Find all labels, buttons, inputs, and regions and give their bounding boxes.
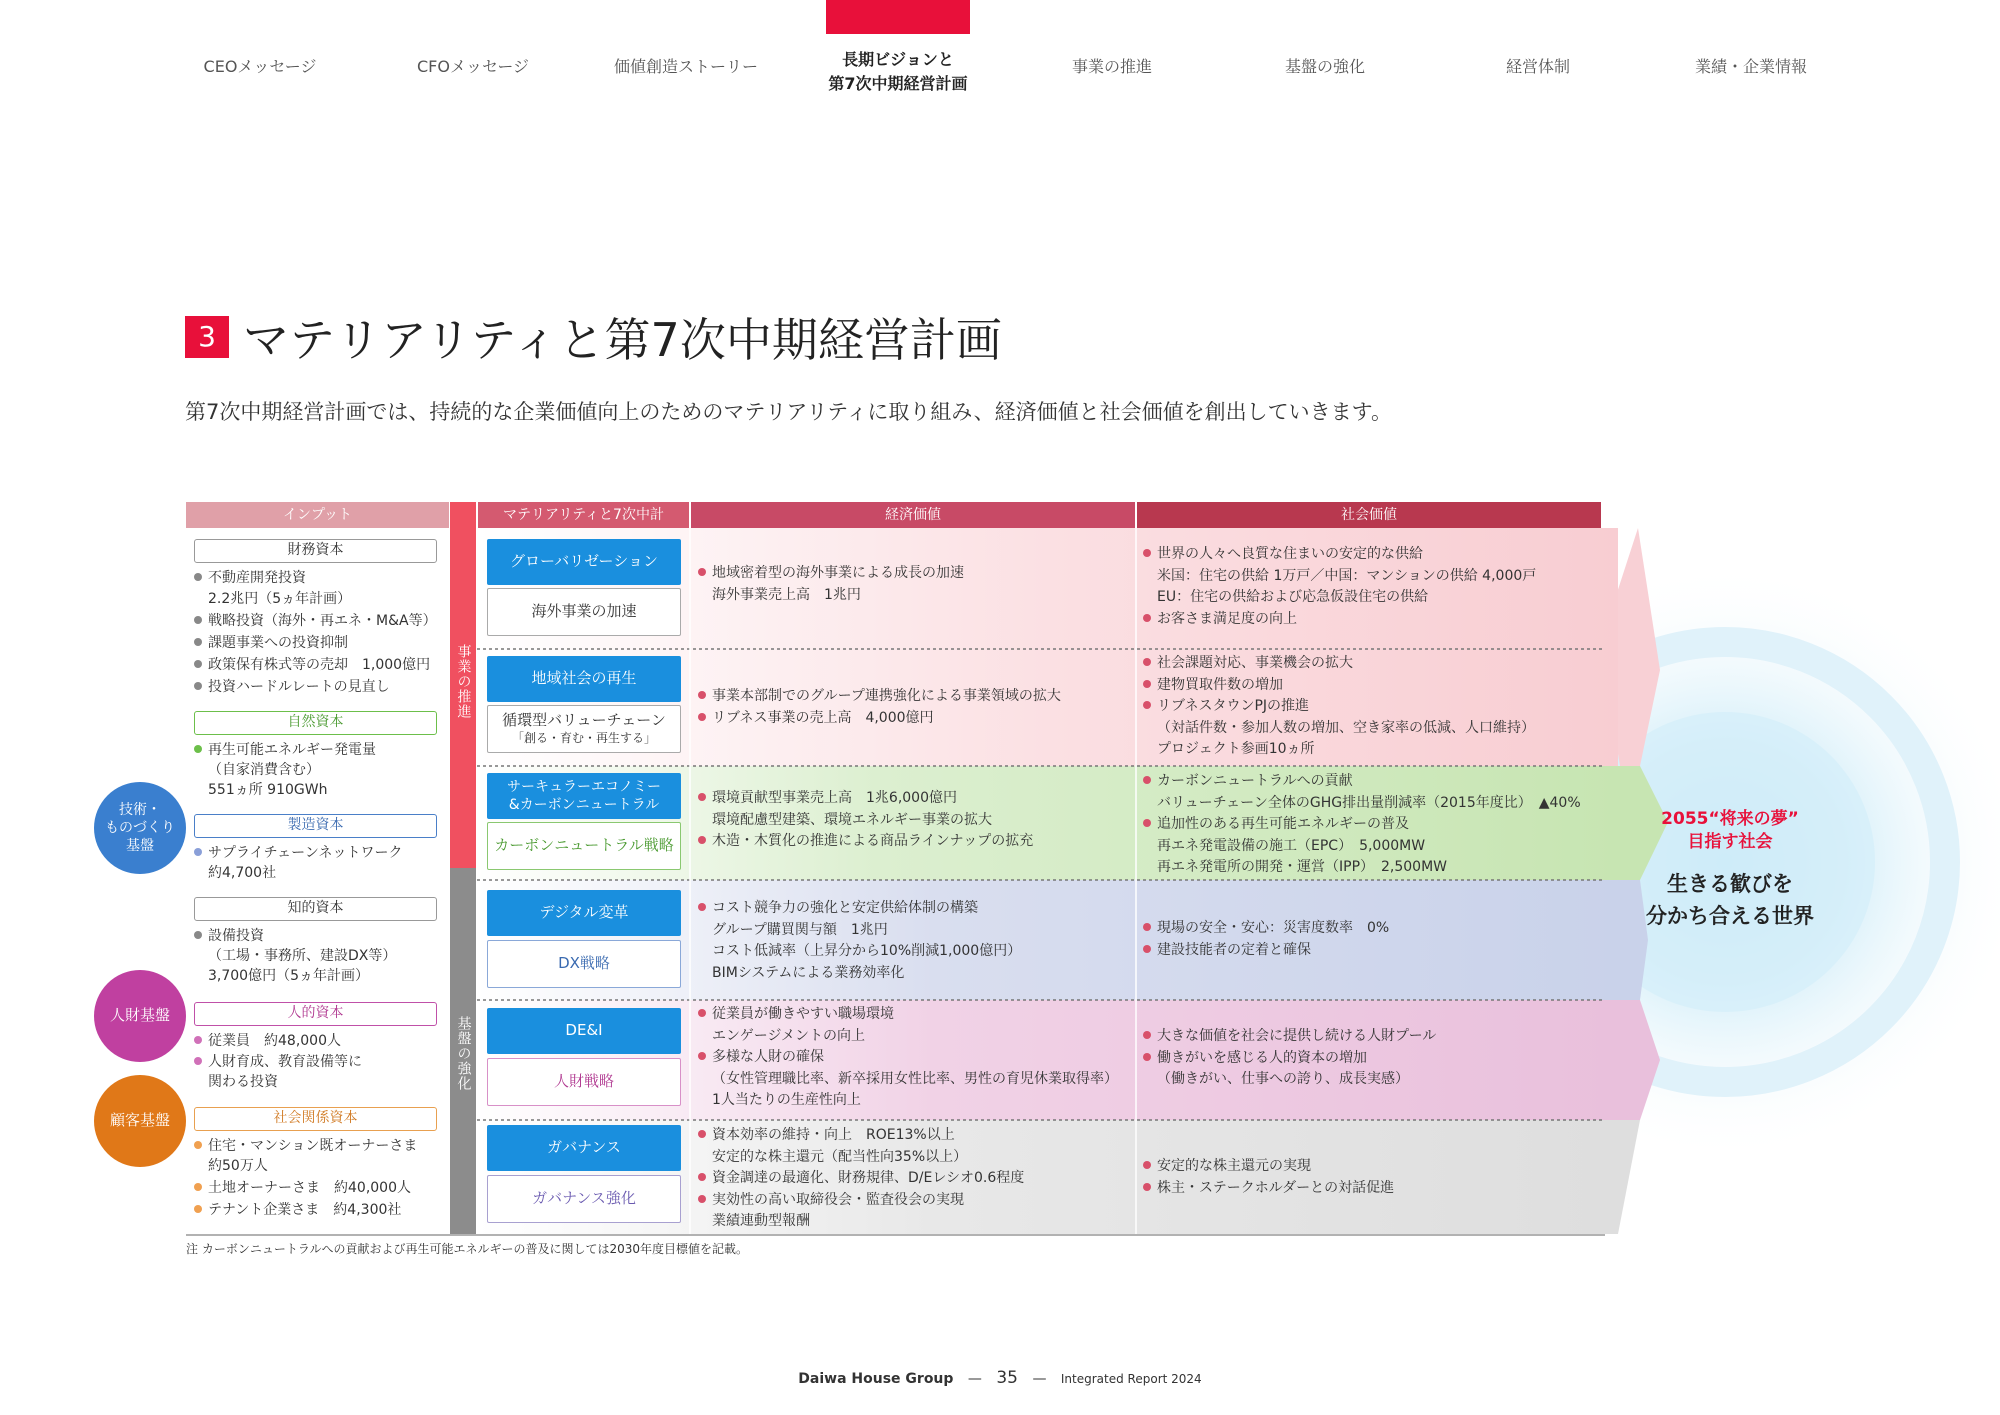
footer-dash: — [1032,1371,1047,1387]
bullet [1143,680,1151,688]
input-text: 住宅・マンション既オーナーさま [208,1138,418,1154]
value-line: 資本効率の維持・向上 ROE13%以上 [698,1125,1024,1147]
bullet [698,836,706,844]
bullet [194,682,202,690]
bullet [1143,614,1151,622]
value-line: バリューチェーン全体のGHG排出量削減率（2015年度比） ▲40% [1157,794,1581,811]
bullet [1143,1031,1151,1039]
value-line: 再エネ発電設備の施工（EPC） 5,000MW [1157,837,1426,854]
input-item [194,611,437,632]
section-number: 3 [185,316,229,358]
vbar-business-label: 事業の推進 [455,644,472,719]
value-line: 実効性の高い取締役会・監査役会の実現 [698,1190,1024,1212]
social-cell [1143,771,1581,879]
value-line: 従業員が働きやすい職場環境 [698,1004,1118,1026]
input-item: 2.2兆円（5ヵ年計画） [208,591,352,607]
bullet [1143,1161,1151,1169]
value-line: 多様な人財の確保 [698,1047,1118,1069]
value-line: BIMシステムによる業務効率化 [712,964,905,981]
input-item [194,740,376,761]
input-text: 設備投資 [208,928,264,944]
bullet [698,1052,706,1060]
materiality-governance: ガバナンス [487,1125,681,1171]
capital-label-human: 人的資本 [194,1002,437,1026]
value-line: 安定的な株主還元の実現 [1143,1156,1394,1178]
economic-cell [698,898,1021,984]
foundation-circle-tech: 技術・ ものづくり 基盤 [94,782,186,874]
capital-label-social: 社会関係資本 [194,1107,437,1131]
value-line: （女性管理職比率、新卒採用女性比率、男性の育児休業取得率） [712,1070,1118,1087]
footer-brand: Daiwa House Group [798,1371,954,1387]
input-text: 土地オーナーさま 約40,000人 [208,1180,411,1196]
input-item: （工場・事務所、建設DX等） [208,948,397,964]
input-item [194,1052,362,1073]
bullet [194,616,202,624]
input-text: 不動産開発投資 [208,570,306,586]
page-footer [0,1368,2000,1388]
social-cell [1143,1156,1394,1199]
input-item [194,1136,417,1157]
value-line: カーボンニュートラルへの貢献 [1143,771,1581,793]
input-text: 従業員 約48,000人 [208,1033,341,1049]
input-item: （自家消費含む） [208,762,320,778]
value-line: （働きがい、仕事への誇り、成長実感） [1157,1071,1409,1087]
plan-overseas-acceleration [487,588,681,636]
plan-label: 人財戦略 [553,1072,614,1091]
capital-label-natural: 自然資本 [194,711,437,735]
bullet [1143,1053,1151,1061]
goal-society-label: 生きる歓びを 分かち合える世界 [1646,872,1814,928]
bullet [194,931,202,939]
input-item [194,633,348,654]
value-line: （対話件数・参加人数の増加、空き家率の低減、人口維持） [1157,719,1535,736]
value-line: 社会課題対応、事業機会の拡大 [1143,653,1535,675]
bullet [698,713,706,721]
bullet [1143,776,1151,784]
value-line: 事業本部制でのグループ連携強化による事業領域の拡大 [698,686,1061,708]
foundation-circle-customer: 顧客基盤 [94,1075,186,1167]
bullet [1143,945,1151,953]
value-line: 大きな価値を社会に提供し続ける人財プール [1143,1026,1436,1048]
input-item: 約4,700社 [208,865,277,881]
plan-sublabel: 「創る・育む・再生する」 [511,730,656,745]
bullet [194,660,202,668]
economic-cell [698,1125,1024,1233]
input-item: 551ヵ所 910GWh [208,782,328,798]
plan-governance-enhancement [487,1175,681,1223]
value-line: 世界の人々へ良質な住まいの安定的な供給 [1143,544,1536,566]
social-cell [1143,918,1389,961]
footer-dash: — [967,1371,982,1387]
value-line: コスト低減率（上昇分から10%削減1,000億円） [712,943,1022,959]
input-item [194,1178,411,1199]
page-title: マテリアリティと第7次中期経営計画 [243,313,1002,367]
header-social: 社会価値 [1137,502,1601,528]
value-line: 現場の安全・安心：災害度数率 0% [1143,918,1389,940]
input-text: 人財育成、教育設備等に [208,1054,362,1070]
bullet [194,1036,202,1044]
value-line: 資金調達の最適化、財務規律、D/Eレシオ0.6程度 [698,1168,1024,1190]
input-item: 約50万人 [208,1158,268,1174]
materiality-globalization: グローバリゼーション [487,539,681,585]
bullet [698,1009,706,1017]
bullet [194,848,202,856]
value-line: 再エネ発電所の開発・運営（IPP） 2,500MW [1157,859,1448,875]
bullet [698,1195,706,1203]
capital-label-manufactured: 製造資本 [194,814,437,838]
value-line: プロジェクト参画10ヵ所 [1157,741,1315,757]
bullet [194,573,202,581]
header-input: インプット [186,502,449,528]
bullet [194,1183,202,1191]
plan-carbon-neutral-strategy [487,822,681,870]
value-line: 株主・ステークホルダーとの対話促進 [1143,1178,1394,1200]
bullet [698,568,706,576]
input-item [194,843,402,864]
input-item: 関わる投資 [208,1074,278,1090]
value-line: 環境配慮型建築、環境エネルギー事業の拡大 [712,811,992,828]
value-line: リブネスタウンPJの推進 [1143,696,1535,718]
value-line: 追加性のある再生可能エネルギーの普及 [1143,814,1581,836]
bullet [698,1173,706,1181]
value-line: 地域密着型の海外事業による成長の加速 [698,563,964,585]
value-line: 安定的な株主還元（配当性向35%以上） [712,1148,968,1165]
bullet [194,1205,202,1213]
materiality-regional-revitalization: 地域社会の再生 [487,656,681,702]
input-item [194,1200,401,1221]
plan-label: 循環型バリューチェーン [502,711,666,730]
bullet [194,1057,202,1065]
plan-circular-value-chain [487,705,681,753]
input-text: 政策保有株式等の売却 1,000億円 [208,657,431,673]
vbar-business-promotion [450,502,476,868]
bullet [1143,1183,1151,1191]
input-text: 投資ハードルレートの見直し [208,679,390,695]
value-line: コスト競争力の強化と安定供給体制の構築 [698,898,1021,920]
input-item [194,1031,341,1052]
economic-cell [698,563,964,606]
materiality-digital-transformation: デジタル変革 [487,890,681,936]
bullet [1143,549,1151,557]
input-item [194,677,390,698]
plan-label: DX戦略 [558,954,610,973]
nav-management-structure[interactable]: 経営体制 [1505,57,1570,76]
value-line: 業績連動型報酬 [712,1213,810,1229]
vbar-foundation [450,868,476,1234]
value-line: 木造・木質化の推進による商品ラインナップの拡充 [698,831,1033,853]
nav-cfo-message[interactable]: CFOメッセージ [416,57,529,76]
nav-foundation-strengthening[interactable]: 基盤の強化 [1284,57,1365,76]
goal-year-label: 2055“将来の夢” 目指す社会 [1661,809,1799,852]
input-item [194,655,430,676]
header-materiality: マテリアリティと7次中計 [478,502,689,528]
bullet [698,1130,706,1138]
economic-cell [698,788,1033,853]
input-text: 再生可能エネルギー発電量 [208,742,376,758]
nav-performance-corporate-info[interactable]: 業績・企業情報 [1694,57,1807,76]
bullet [194,1141,202,1149]
bullet [698,793,706,801]
footnote: 注 カーボンニュートラルへの貢献および再生可能エネルギーの普及に関しては2030年度目標値を記載。 [186,1242,748,1256]
value-line: 米国：住宅の供給 1万戸／中国：マンションの供給 4,000戸 [1157,567,1537,584]
foundation-circle-hr: 人財基盤 [94,970,186,1062]
value-line: 働きがいを感じる人的資本の増加 [1143,1048,1436,1070]
social-cell [1143,544,1536,630]
input-text: サプライチェーンネットワーク [208,845,403,861]
materiality-circular-carbon: サーキュラーエコノミー &カーボンニュートラル [487,773,681,819]
economic-cell [698,686,1061,729]
vbar-foundation-label: 基盤の強化 [455,1016,472,1091]
nav-value-creation-story[interactable]: 価値創造ストーリー [613,57,758,76]
input-item: 3,700億円（5ヵ年計画） [208,968,369,984]
value-line: グループ購買関与額 1兆円 [712,921,888,938]
plan-human-resource-strategy [487,1058,681,1106]
value-line: 建物買取件数の増加 [1143,675,1535,697]
value-line: EU：住宅の供給および応急仮設住宅の供給 [1157,589,1429,605]
value-line: 建設技能者の定着と確保 [1143,940,1389,962]
plan-dx-strategy [487,940,681,988]
value-line: 1人当たりの生産性向上 [712,1092,861,1108]
input-text: テナント企業さま 約4,300社 [208,1202,402,1218]
page-number: 35 [996,1368,1018,1388]
materiality-dei: DE&I [487,1008,681,1054]
value-line: エンゲージメントの向上 [712,1027,866,1044]
nav-ceo-message[interactable]: CEOメッセージ [203,57,317,76]
bullet [1143,923,1151,931]
value-line: お客さま満足度の向上 [1143,609,1536,631]
plan-label: カーボンニュートラル戦略 [494,836,674,855]
input-item [194,568,306,589]
bullet [1143,701,1151,709]
bullet [1143,658,1151,666]
social-cell [1143,653,1535,761]
value-line: 海外事業売上高 1兆円 [712,586,861,603]
bullet [194,638,202,646]
input-item [194,926,264,947]
economic-cell [698,1004,1118,1112]
footer-report: Integrated Report 2024 [1060,1372,1202,1386]
nav-long-term-vision[interactable]: 長期ビジョンと 第7次中期経営計画 [828,50,968,93]
plan-label: ガバナンス強化 [532,1189,636,1208]
intro-text: 第7次中期経営計画では、持続的な企業価値向上のためのマテリアリティに取り組み、経済価値と社会価値を創出していきます。 [185,400,1392,424]
input-text: 戦略投資（海外・再エネ・M&A等） [208,613,437,629]
bullet [698,903,706,911]
capital-label-intellectual: 知的資本 [194,897,437,921]
header-economic: 経済価値 [691,502,1135,528]
value-line: リブネス事業の売上高 4,000億円 [698,708,1061,730]
capital-label-financial: 財務資本 [194,539,437,563]
bullet [1143,819,1151,827]
bullet [698,691,706,699]
input-text: 課題事業への投資抑制 [208,635,348,651]
plan-label: 海外事業の加速 [531,602,637,621]
value-line: 環境貢献型事業売上高 1兆6,000億円 [698,788,1033,810]
bullet [194,745,202,753]
social-cell [1143,1026,1436,1091]
nav-business-promotion[interactable]: 事業の推進 [1071,57,1152,76]
